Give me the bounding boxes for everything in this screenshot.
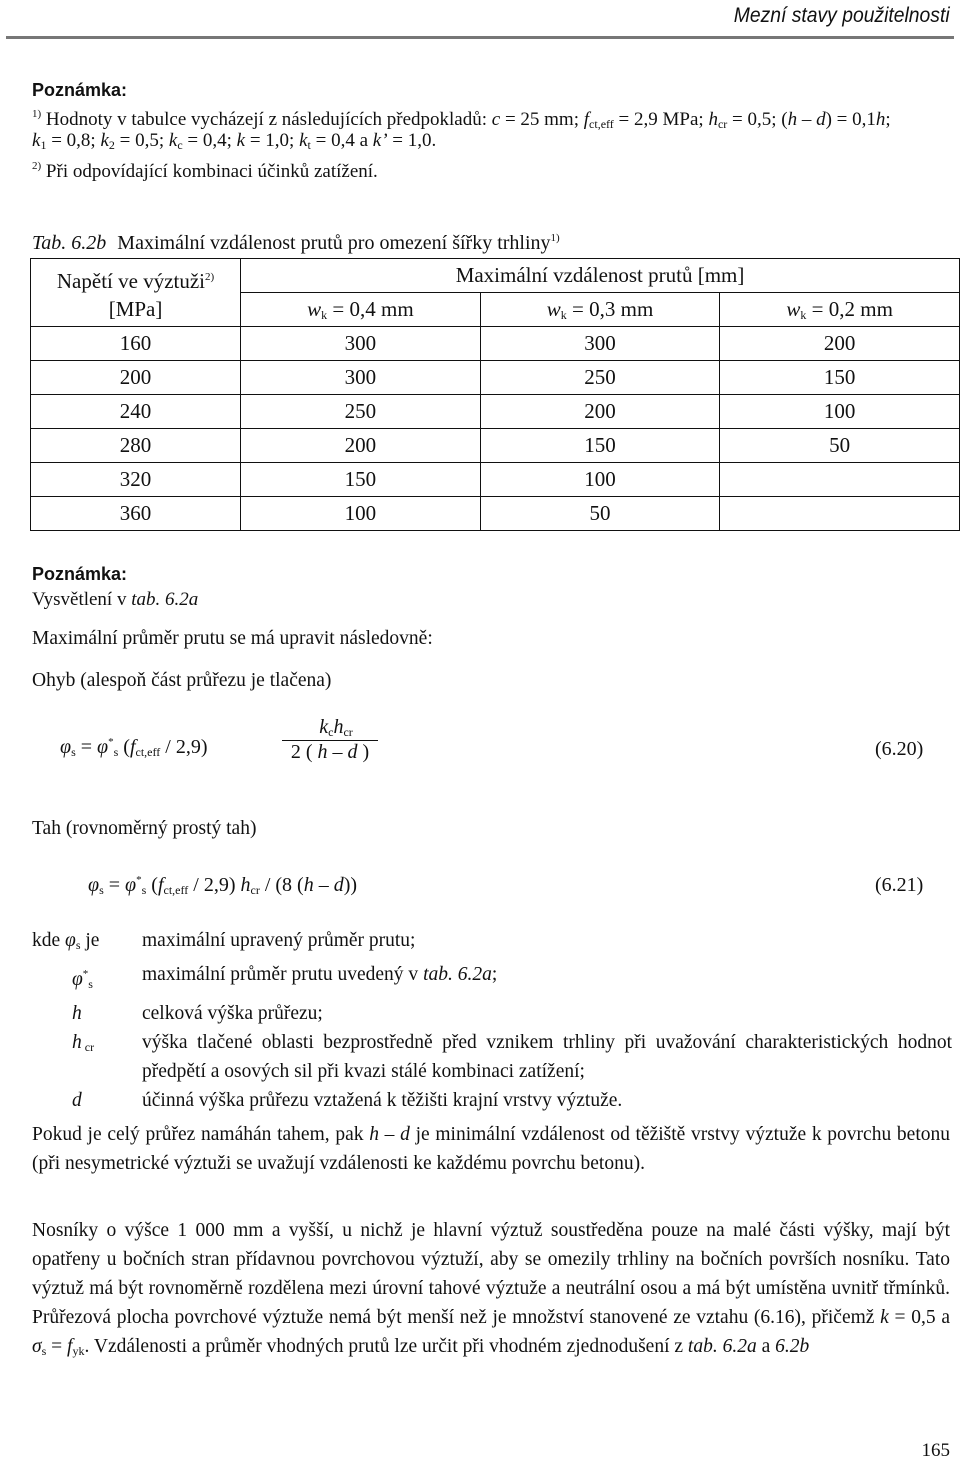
def-text: výška tlačené oblasti bezprostředně před vznikem trhliny při uvažování charakteristických hodnot předpětí a osových sil při kvazi stálé kombinaci zatížení; <box>142 1032 952 1082</box>
equation-6-20-number: (6.20) <box>875 738 924 760</box>
equation-6-21-number: (6.21) <box>875 874 924 896</box>
col1-unit: [MPa] <box>108 296 163 321</box>
equation-6-20-fraction: $k_ch_{cr}$ 2 ( h – d ) <box>282 716 378 764</box>
note-1-heading: Poznámka: <box>32 80 128 100</box>
cell: 150 <box>241 463 481 497</box>
header-title: Mezní stavy použitelnosti <box>734 4 950 27</box>
equation-6-20: $\varphi_s = \varphi^*_s$ $(f_{ct,eff} / 2,9)$ <box>60 736 208 759</box>
definition-row <box>32 999 952 1028</box>
definition-row <box>32 1028 952 1086</box>
cell <box>720 463 960 497</box>
table-row <box>31 429 960 463</box>
cell <box>720 497 960 531</box>
cell: 200 <box>720 327 960 361</box>
cell: 200 <box>480 395 720 429</box>
def-symbol: d <box>72 1090 82 1111</box>
note-2-heading: Poznámka: <box>32 564 128 584</box>
cell: 200 <box>241 429 481 463</box>
cell: 240 <box>31 395 241 429</box>
cell: 250 <box>480 361 720 395</box>
wk-header-3: $w_k = 0,2$ mm <box>720 293 960 327</box>
table-row <box>31 395 960 429</box>
cell: 100 <box>480 463 720 497</box>
note-1 <box>32 78 932 103</box>
definition-row <box>32 960 952 999</box>
note-2-text-main: Vysvětlení v <box>32 589 127 610</box>
para-intro: Maximální průměr prutu se má upravit následovně: <box>32 628 433 649</box>
table-caption-label: Tab. 6.2b <box>32 232 107 254</box>
cell: 150 <box>720 361 960 395</box>
cell: 160 <box>31 327 241 361</box>
cell: 50 <box>480 497 720 531</box>
page-number: 165 <box>921 1440 950 1461</box>
wk-value-2: = 0,3 mm <box>572 296 654 321</box>
def-symbol: h $_{cr}$ <box>72 1032 95 1054</box>
def-text: maximální upravený průměr prutu; <box>142 930 416 951</box>
tension-heading: Tah (rovnoměrný prostý tah) <box>32 818 257 839</box>
table-row <box>31 361 960 395</box>
cell: 100 <box>241 497 481 531</box>
table-row <box>31 327 960 361</box>
cell: 360 <box>31 497 241 531</box>
cell: 300 <box>480 327 720 361</box>
note-2 <box>32 562 932 612</box>
note-1-line-3: $^{2)}$ Při odpovídající kombinaci účinků zatížení. <box>32 160 378 182</box>
equation-6-21: $\varphi_s = \varphi^*_s$ $(f_{ct,eff} / 2,9)$ $h_{cr} / (8$ (h – d)) <box>88 874 358 897</box>
wk-header-2: $w_k = 0,3$ mm <box>480 293 720 327</box>
cell: 300 <box>241 361 481 395</box>
cell: 50 <box>720 429 960 463</box>
def-symbol: kde $\varphi_s$ je <box>32 930 100 952</box>
definition-row <box>32 1086 952 1115</box>
def-symbol: $\varphi^*_s$ <box>72 968 93 991</box>
table-caption: Tab. 6.2b Maximální vzdálenost prutů pro omezení šířky trhliny$^{1)}$ <box>32 232 560 254</box>
cell: 320 <box>31 463 241 497</box>
note-2-text <box>32 587 932 612</box>
table-caption-text: Maximální vzdálenost prutů pro omezení šířky trhliny <box>117 232 551 254</box>
note-2-ref: tab. 6.2a <box>131 589 199 610</box>
col1-header-text: Napětí ve výztuži <box>56 268 205 293</box>
cell: 100 <box>720 395 960 429</box>
cell: 300 <box>241 327 481 361</box>
def-symbol: h <box>72 1003 82 1024</box>
wk-header-1: $w_k = 0,4$ mm <box>241 293 481 327</box>
definitions <box>32 926 952 1115</box>
paragraph-1: Pokud je celý průřez namáhán tahem, pak h – d je minimální vzdálenost od těžiště vrstvy výztuže k povrchu betonu (při nesymetrické výztuži se uvažují vzdálenosti ke každému povrchu betonu). <box>32 1124 950 1174</box>
def-text: celková výška průřezu; <box>142 1003 323 1024</box>
definition-row <box>32 926 952 960</box>
cell: 150 <box>480 429 720 463</box>
note-1-line-2: $k_1 = 0,8$; $k_2 = 0,5$; $k_c = 0,4$; k = 1,0; $k_t = 0,4$ a k’ = 1,0. <box>32 130 437 152</box>
spacing-table <box>30 258 960 531</box>
table-row <box>31 497 960 531</box>
def-text: účinná výška průřezu vztažená k těžišti krajní vrstvy výztuže. <box>142 1090 623 1111</box>
table-row <box>31 463 960 497</box>
wk-value-3: = 0,2 mm <box>811 296 893 321</box>
note-1-line-1: $^{1)}$ Hodnoty v tabulce vycházejí z následujících předpokladů: c = 25 mm; $f_{ct,eff} = 2,9$ MPa; $h_{cr} = 0,5$; (h – d) = 0,1h; <box>32 108 891 131</box>
col1-header: Napětí ve výztuži$^{2)}$ [MPa] <box>31 259 241 327</box>
bending-heading: Ohyb (alespoň část průřezu je tlačena) <box>32 670 332 691</box>
cell: 200 <box>31 361 241 395</box>
paragraph-2: Nosníky o výšce 1 000 mm a vyšší, u nichž je hlavní výztuž soustředěna pouze na malé části výšky, mají být opatřeny u bočních stran přídavnou povrchovou výztuží, aby se omezily trhliny na bočních površích nosníku. Tato výztuž má být rovnoměrně rozdělena mezi úrovní tahové výztuže a neutrální osou a má být umístěna uvnitř třmínků. Průřezová plocha povrchové výztuže nemá být menší než je množství stanovené ze vztahu (6.16), přičemž k = 0,5 a $\sigma_s = f_{yk}$. Vzdálenosti a průměr vhodných prutů lze určit při vhodném zjednodušení z tab. 6.2a a 6.2b <box>32 1220 950 1358</box>
note-1-line-3-text: Při odpovídající kombinaci účinků zatížení. <box>45 161 378 182</box>
group-header: Maximální vzdálenost prutů [mm] <box>241 259 960 293</box>
cell: 250 <box>241 395 481 429</box>
header-rule <box>6 36 954 39</box>
cell: 280 <box>31 429 241 463</box>
wk-value-1: = 0,4 mm <box>332 296 414 321</box>
page-header <box>0 0 960 44</box>
def-text: maximální průměr prutu uvedený v tab. 6.2a; <box>142 964 498 985</box>
